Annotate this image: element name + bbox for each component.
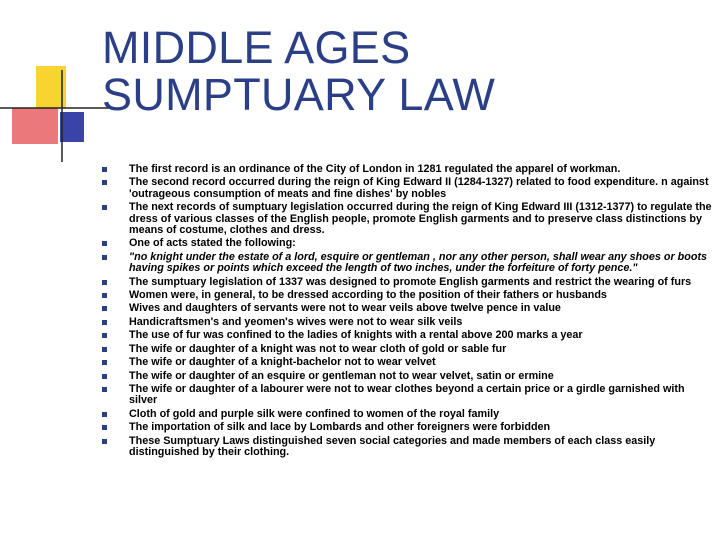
list-item: The wife or daughter of a labourer were not to wear clothes beyond a certain price or a girdle garnished with silver — [102, 384, 714, 407]
list-item: The use of fur was confined to the ladies of knights with a rental above 200 marks a year — [102, 330, 714, 341]
square-bullet-icon — [102, 347, 107, 352]
list-item: Cloth of gold and purple silk were confined to women of the royal family — [102, 409, 714, 420]
list-item: The wife or daughter of a knight was not to wear cloth of gold or sable fur — [102, 344, 714, 355]
square-bullet-icon — [102, 241, 107, 246]
square-bullet-icon — [102, 306, 107, 311]
square-bullet-icon — [102, 280, 107, 285]
square-bullet-icon — [102, 387, 107, 392]
square-bullet-icon — [102, 167, 107, 172]
list-item: These Sumptuary Laws distinguished seven social categories and made members of each class easily distinguished by their clothing. — [102, 436, 714, 459]
list-item-quote: "no knight under the estate of a lord, esquire or gentleman , nor any other person, shall wear any shoes or boots having spikes or points which exceed the length of two inches, under the forfeiture of forty pence." — [102, 252, 714, 275]
list-item: One of acts stated the following: — [102, 238, 714, 249]
list-item: The next records of sumptuary legislation occurred during the reign of King Edward III (1312-1377) to regulate the dress of various classes of the English people, promote English garments and to preserve class distinctions by means of costume, clothes and dress. — [102, 202, 714, 236]
square-bullet-icon — [102, 333, 107, 338]
list-item: The wife or daughter of a knight-bachelor not to wear velvet — [102, 357, 714, 368]
bullet-list — [102, 164, 714, 460]
list-item: The sumptuary legislation of 1337 was designed to promote English garments and restrict the wearing of furs — [102, 277, 714, 288]
list-item: The first record is an ordinance of the City of London in 1281 regulated the apparel of workman. — [102, 164, 714, 175]
list-item: The wife or daughter of an esquire or gentleman not to wear velvet, satin or ermine — [102, 371, 714, 382]
list-item: Women were, in general, to be dressed according to the position of their fathers or husbands — [102, 290, 714, 301]
square-bullet-icon — [102, 360, 107, 365]
square-bullet-icon — [102, 425, 107, 430]
decorative-squares-graphic — [0, 0, 110, 170]
square-bullet-icon — [102, 374, 107, 379]
square-bullet-icon — [102, 439, 107, 444]
square-bullet-icon — [102, 205, 107, 210]
square-bullet-icon — [102, 255, 107, 260]
square-bullet-icon — [102, 293, 107, 298]
slide-title: MIDDLE AGES SUMPTUARY LAW — [102, 22, 496, 120]
square-bullet-icon — [102, 320, 107, 325]
list-item: The importation of silk and lace by Lombards and other foreigners were forbidden — [102, 422, 714, 433]
list-item: Wives and daughters of servants were not to wear veils above twelve pence in value — [102, 303, 714, 314]
list-item: Handicraftsmen's and yeomen's wives were not to wear silk veils — [102, 317, 714, 328]
square-bullet-icon — [102, 180, 107, 185]
list-item: The second record occurred during the reign of King Edward II (1284-1327) related to food expenditure. n against 'outrageous consumption of meats and fine dishes' by nobles — [102, 177, 714, 200]
square-bullet-icon — [102, 412, 107, 417]
